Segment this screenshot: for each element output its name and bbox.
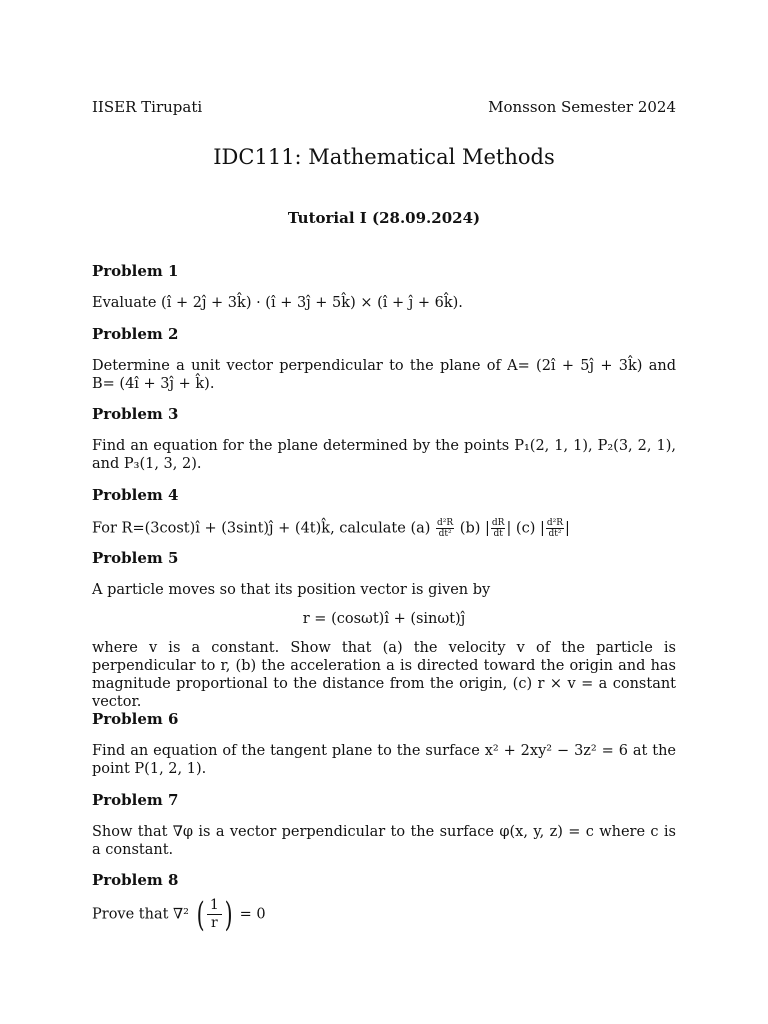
problem-8-text-start: Prove that ∇² [92,906,189,923]
fraction-denominator: dt² [548,529,562,539]
problem-text: Evaluate (î + 2ĵ + 3k̂) · (î + 3ĵ + 5k̂) × (î + ĵ + 6k̂). [92,295,463,311]
fraction-numerator: dR [491,518,505,528]
problem-text: Determine a unit vector perpendicular to the plane of A= (2î + 5ĵ + 3k̂) and B= (4î + 3ĵ + k̂). [92,358,676,392]
problem-5 [92,549,676,711]
fraction-numerator: d²R [437,518,454,528]
problem-7 [92,791,676,859]
document-subtitle: Tutorial I (28.09.2024) [287,209,481,227]
fraction-denominator: dt [493,529,503,539]
fraction-numerator: 1 [207,897,222,915]
problem-4 [92,486,676,539]
problem-text: Find an equation of the tangent plane to the surface x² + 2xy² − 3z² = 6 at the point P(1, 2, 1). [92,743,676,777]
fraction-second-derivative [436,518,454,539]
problem-8 [92,871,676,935]
problem-text [92,518,676,539]
fraction-denominator: r [210,915,218,931]
right-paren: ) [224,894,233,935]
problem-intro: A particle moves so that its position vector is given by [92,582,491,598]
problem-heading: Problem 3 [92,405,179,423]
fraction-first-derivative [491,518,506,539]
problem-4-text-c: | (c) | [506,520,545,537]
fraction-denominator: dt² [438,529,452,539]
document-title: IDC111: Mathematical Methods [213,145,555,169]
document-header [92,98,676,116]
problem-heading: Problem 5 [92,549,179,567]
problem-heading: Problem 1 [92,262,179,280]
fraction-numerator: d²R [546,518,564,528]
problem-6 [92,710,676,778]
problem-2 [92,325,676,393]
problem-text: where v is a constant. Show that (a) the velocity v of the particle is perpendicular to r, (b) the acceleration a is directed toward the origin and has magnitude proportional to the distance from the origin, (c) r × v = a constant vector. [92,640,676,710]
problem-8-text-end: = 0 [239,906,266,923]
problem-4-text-end: | [565,520,570,537]
problem-heading: Problem 6 [92,710,179,728]
left-paren: ( [196,894,205,935]
problem-4-text-start: For R=(3cost)î + (3sint)ĵ + (4t)k̂, calculate (a) [92,520,431,537]
problem-text: Find an equation for the plane determined by the points P₁(2, 1, 1), P₂(3, 2, 1), and P₃(1, 3, 2). [92,438,676,472]
problem-heading: Problem 2 [92,325,179,343]
fraction-one-over-r [207,897,222,932]
problem-text: Show that ∇φ is a vector perpendicular to the surface φ(x, y, z) = c where c is a constant. [92,824,676,858]
problem-1 [92,262,676,312]
fraction-second-derivative-magnitude [546,518,564,539]
problem-heading: Problem 7 [92,791,179,809]
problem-text [92,894,676,935]
problem-3 [92,405,676,473]
position-vector-equation: r = (cosωt)î + (sinωt)ĵ [302,611,466,627]
problem-heading: Problem 4 [92,486,179,504]
problem-heading: Problem 8 [92,871,179,889]
institute-name: IISER Tirupati [92,98,203,116]
semester-label: Monsson Semester 2024 [488,98,676,116]
problem-4-text-b: (b) | [459,520,490,537]
